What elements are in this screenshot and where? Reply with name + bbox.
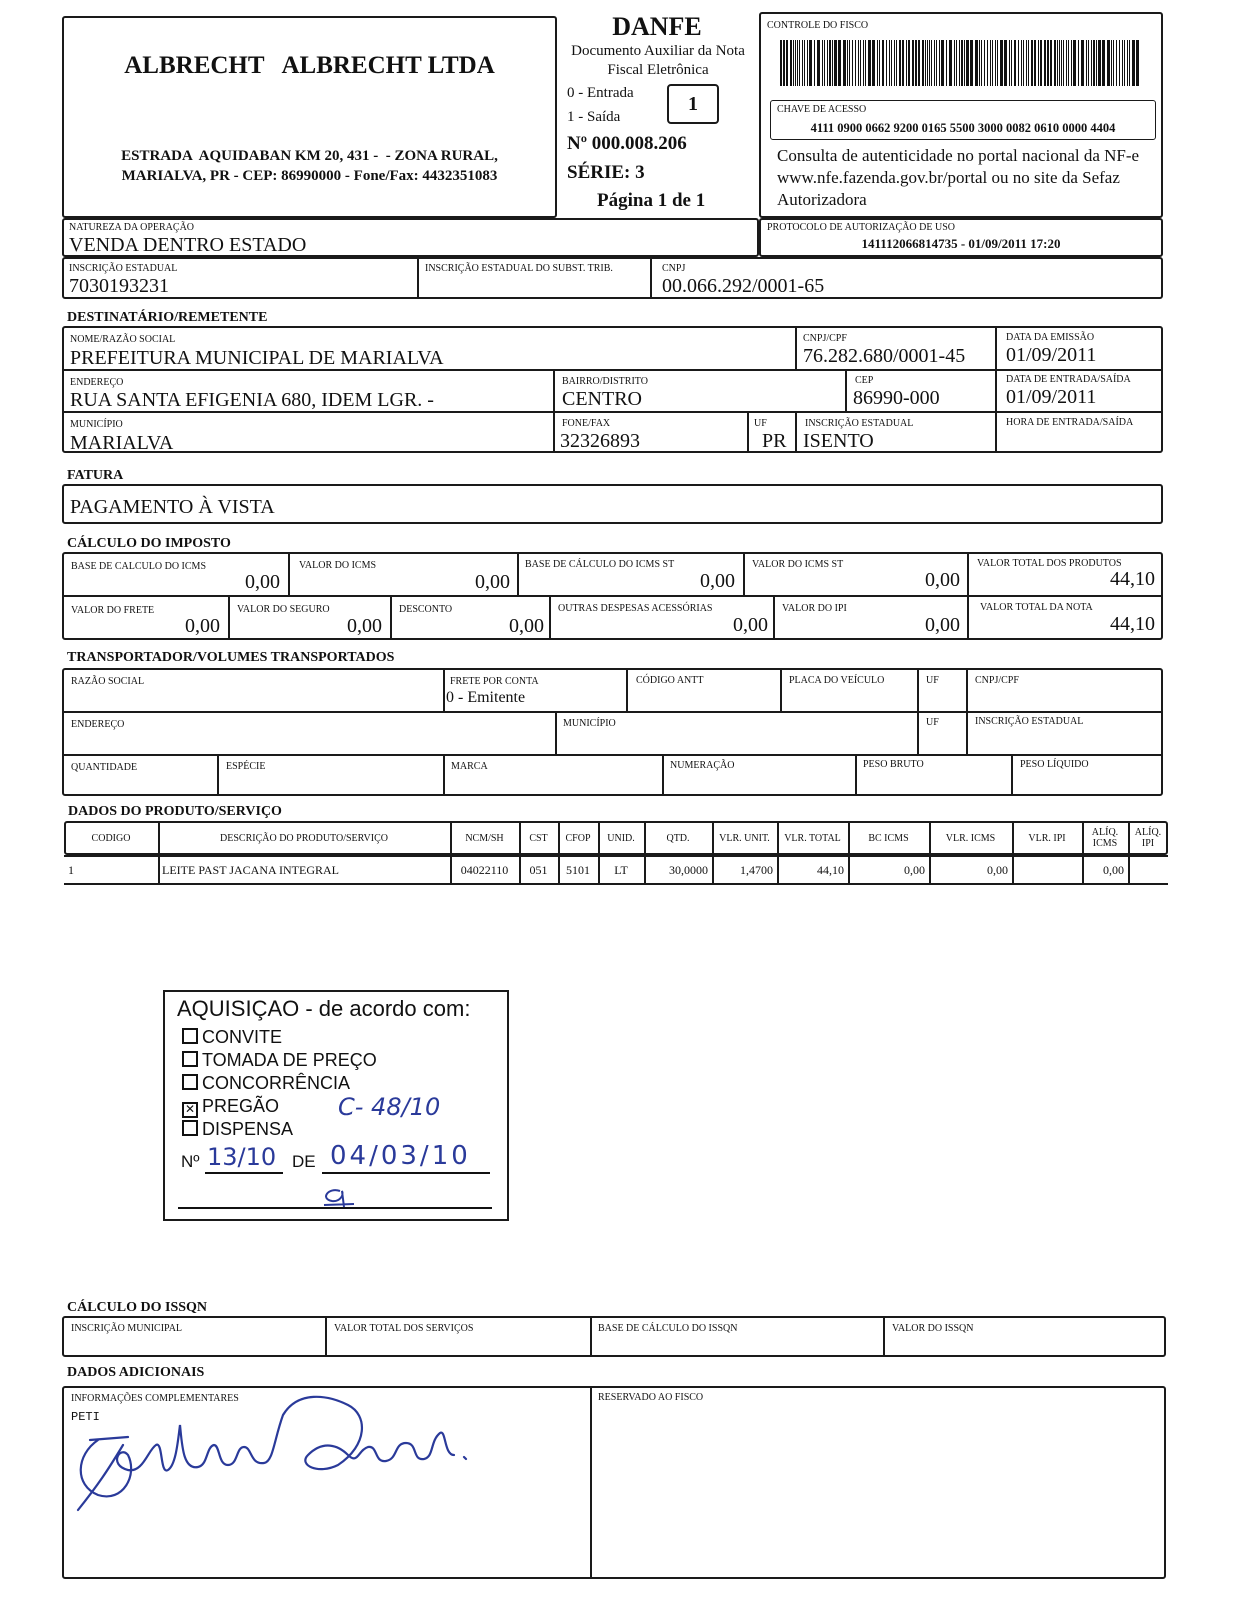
transp-ie-label: INSCRIÇÃO ESTADUAL <box>975 716 1084 727</box>
danfe-title: DANFE <box>612 12 702 41</box>
dest-uf-label: UF <box>754 418 767 429</box>
col-header-vlr-unit: VLR. UNIT. <box>719 832 770 844</box>
dest-emissao-value: 01/09/2011 <box>1006 344 1097 366</box>
transportador-section-title: TRANSPORTADOR/VOLUMES TRANSPORTADOS <box>67 650 395 665</box>
emitter-address-line1: ESTRADA AQUIDABAN KM 20, 431 - - ZONA RURAL, <box>121 148 498 164</box>
danfe-number: Nº 000.008.206 <box>567 133 687 154</box>
info-complementares-value: PETI <box>71 1410 100 1424</box>
table-row <box>64 857 1168 883</box>
danfe-saida: 1 - Saída <box>567 109 621 125</box>
stamp-de-label: DE <box>292 1152 316 1171</box>
stamp-item-convite: CONVITE <box>182 1027 282 1048</box>
danfe-series: SÉRIE: 3 <box>567 162 645 183</box>
base-st-label: BASE DE CÁLCULO DO ICMS ST <box>525 559 675 570</box>
base-st-value: 0,00 <box>700 570 735 592</box>
dest-uf-value: PR <box>762 430 787 452</box>
transp-razao-label: RAZÃO SOCIAL <box>71 676 145 687</box>
cell-vlr-icms: 0,00 <box>987 863 1008 877</box>
frete-value: 0,00 <box>185 615 220 637</box>
valor-icms-label: VALOR DO ICMS <box>299 560 377 571</box>
dest-entrada-label: DATA DE ENTRADA/SAÍDA <box>1006 374 1131 385</box>
col-header-vlr-icms: VLR. ICMS <box>945 832 996 844</box>
cell-vlr-total: 44,10 <box>817 863 844 877</box>
ie-value: 7030193231 <box>69 275 169 297</box>
stamp-item-tomada: TOMADA DE PREÇO <box>182 1050 377 1071</box>
transp-uf-label: UF <box>926 675 939 686</box>
transp-frete-value: 0 - Emitente <box>446 689 526 706</box>
ie-st-label: INSCRIÇÃO ESTADUAL DO SUBST. TRIB. <box>425 263 613 274</box>
dest-bairro-label: BAIRRO/DISTRITO <box>562 376 648 387</box>
valor-icms-value: 0,00 <box>475 571 510 593</box>
transp-placa-label: PLACA DO VEÍCULO <box>789 675 885 686</box>
seguro-value: 0,00 <box>347 615 382 637</box>
dest-hora-label: HORA DE ENTRADA/SAÍDA <box>1006 417 1134 428</box>
total-nota-value: 44,10 <box>1110 613 1155 635</box>
cell-bc-icms: 0,00 <box>904 863 925 877</box>
cell-descricao: LEITE PAST JACANA INTEGRAL <box>162 863 340 877</box>
dest-fone-value: 32326893 <box>560 430 640 452</box>
stamp-title: AQUISIÇAO - de acordo com: <box>177 996 471 1021</box>
dest-ie-value: ISENTO <box>803 430 874 452</box>
outras-label: OUTRAS DESPESAS ACESSÓRIAS <box>558 603 713 614</box>
col-header-codigo: CODIGO <box>91 832 131 844</box>
cell-aliq-icms: 0,00 <box>1103 863 1124 877</box>
consulta-text: Consulta de autenticidade no portal nacional da NF-e www.nfe.fazenda.gov.br/portal ou no site da Sefaz Autorizadora <box>777 146 1140 209</box>
destinatario-section-title: DESTINATÁRIO/REMETENTE <box>67 310 268 325</box>
dest-emissao-label: DATA DA EMISSÃO <box>1006 332 1095 343</box>
issqn-servicos-label: VALOR TOTAL DOS SERVIÇOS <box>334 1323 474 1334</box>
outras-value: 0,00 <box>733 614 768 636</box>
total-nota-label: VALOR TOTAL DA NOTA <box>980 602 1093 613</box>
frete-label: VALOR DO FRETE <box>71 605 155 616</box>
ipi-value: 0,00 <box>925 614 960 636</box>
dest-cnpj-value: 76.282.680/0001-45 <box>803 345 966 367</box>
cnpj-label: CNPJ <box>662 263 686 274</box>
issqn-base-label: BASE DE CÁLCULO DO ISSQN <box>598 1323 738 1334</box>
stamp-numero-value: 13/10 <box>207 1143 277 1171</box>
transp-peso-bruto-label: PESO BRUTO <box>863 759 924 770</box>
col-header-ncm: NCM/SH <box>465 832 504 844</box>
barcode <box>780 40 1145 86</box>
protocolo-value: 141112066814735 - 01/09/2011 17:20 <box>861 236 1061 251</box>
transp-cnpj-label: CNPJ/CPF <box>975 675 1019 686</box>
dest-nome-label: NOME/RAZÃO SOCIAL <box>70 334 176 345</box>
checked-box-icon: ✕ <box>182 1102 198 1118</box>
emitter-address-line2: MARIALVA, PR - CEP: 86990000 - Fone/Fax: 4432351083 <box>121 168 498 184</box>
dest-nome-value: PREFEITURA MUNICIPAL DE MARIALVA <box>70 347 444 369</box>
dest-cep-label: CEP <box>855 375 874 386</box>
col-header-qtd: QTD. <box>666 832 690 844</box>
issqn-valor-label: VALOR DO ISSQN <box>892 1323 974 1334</box>
chave-label: CHAVE DE ACESSO <box>777 104 867 115</box>
cell-unid: LT <box>614 863 628 877</box>
dest-municipio-label: MUNICÍPIO <box>70 419 123 430</box>
dest-endereco-label: ENDEREÇO <box>70 377 124 388</box>
col-header-aliq-icms: ALÍQ. ICMS <box>1091 827 1119 849</box>
handwritten-signature <box>68 1385 488 1520</box>
info-complementares-label: INFORMAÇÕES COMPLEMENTARES <box>71 1393 239 1404</box>
emitter-box <box>62 16 557 218</box>
col-header-aliq-ipi: ALÍQ. IPI <box>1134 827 1162 849</box>
stamp-item-dispensa: DISPENSA <box>182 1119 293 1140</box>
produtos-table <box>64 821 1168 885</box>
danfe-entrada: 0 - Entrada <box>567 85 634 101</box>
dest-fone-label: FONE/FAX <box>562 418 611 429</box>
chave-value: 4111 0900 0662 9200 0165 5500 3000 0082 0610 0000 4404 <box>810 121 1116 135</box>
emitter-name: ALBRECHT ALBRECHT LTDA <box>124 52 495 79</box>
total-prod-label: VALOR TOTAL DOS PRODUTOS <box>977 558 1122 569</box>
transp-numeracao-label: NUMERAÇÃO <box>670 760 735 771</box>
reservado-fisco-label: RESERVADO AO FISCO <box>598 1392 704 1403</box>
transp-frete-label: FRETE POR CONTA <box>450 676 539 687</box>
transportador-box <box>62 668 1163 796</box>
danfe-subtitle: Documento Auxiliar da Nota Fiscal Eletrônica <box>571 43 745 78</box>
total-prod-value: 44,10 <box>1110 568 1155 590</box>
desconto-value: 0,00 <box>509 615 544 637</box>
stamp-handwritten-note: C- 48/10 <box>338 1093 441 1121</box>
protocolo-label: PROTOCOLO DE AUTORIZAÇÃO DE USO <box>767 222 955 233</box>
col-header-vlr-total: VLR. TOTAL <box>784 832 841 844</box>
dest-cnpj-label: CNPJ/CPF <box>803 333 847 344</box>
desconto-label: DESCONTO <box>399 604 453 615</box>
issqn-inscricao-label: INSCRIÇÃO MUNICIPAL <box>71 1323 183 1334</box>
ie-label: INSCRIÇÃO ESTADUAL <box>69 263 178 274</box>
issqn-section-title: CÁLCULO DO ISSQN <box>67 1300 208 1315</box>
cell-vlr-unit: 1,4700 <box>740 863 773 877</box>
cell-qtd: 30,0000 <box>669 863 708 877</box>
col-header-descricao: DESCRIÇÃO DO PRODUTO/SERVIÇO <box>220 832 388 844</box>
cell-cst: 051 <box>529 863 548 877</box>
fatura-section-title: FATURA <box>67 468 124 483</box>
col-header-cst: CST <box>529 832 548 844</box>
cnpj-value: 00.066.292/0001-65 <box>662 275 825 297</box>
danfe-type-box: 1 <box>667 84 719 124</box>
seguro-label: VALOR DO SEGURO <box>237 604 330 615</box>
dest-cep-value: 86990-000 <box>853 387 940 409</box>
cell-ncm: 04022110 <box>460 863 509 877</box>
col-header-cfop: CFOP <box>565 832 591 844</box>
danfe-page: Página 1 de 1 <box>597 190 706 211</box>
stamp-item-pregao: ✕ PREGÃO <box>182 1096 279 1118</box>
base-icms-value: 0,00 <box>245 571 280 593</box>
dest-endereco-value: RUA SANTA EFIGENIA 680, IDEM LGR. - <box>70 389 434 411</box>
transp-quantidade-label: QUANTIDADE <box>71 762 138 773</box>
controle-fisco-label: CONTROLE DO FISCO <box>767 20 869 31</box>
stamp-data-value: 04/03/10 <box>330 1141 471 1171</box>
col-header-vlr-ipi: VLR. IPI <box>1028 832 1066 844</box>
dest-entrada-value: 01/09/2011 <box>1006 386 1097 408</box>
transp-peso-liquido-label: PESO LÍQUIDO <box>1020 759 1089 770</box>
transp-uf2-label: UF <box>926 717 939 728</box>
ipi-label: VALOR DO IPI <box>782 603 847 614</box>
dest-municipio-value: MARIALVA <box>70 432 174 454</box>
fatura-value: PAGAMENTO À VISTA <box>70 496 275 518</box>
valor-st-value: 0,00 <box>925 569 960 591</box>
natureza-label: NATUREZA DA OPERAÇÃO <box>69 222 195 233</box>
dest-bairro-value: CENTRO <box>562 388 642 410</box>
transp-antt-label: CÓDIGO ANTT <box>636 675 704 686</box>
produtos-section-title: DADOS DO PRODUTO/SERVIÇO <box>68 804 282 819</box>
natureza-value: VENDA DENTRO ESTADO <box>69 234 307 256</box>
stamp-numero-prefix: Nº <box>181 1152 200 1171</box>
transp-marca-label: MARCA <box>451 761 488 772</box>
cell-cfop: 5101 <box>566 863 590 877</box>
imposto-section-title: CÁLCULO DO IMPOSTO <box>67 536 231 551</box>
stamp-initial-mark <box>310 1185 360 1213</box>
cell-codigo: 1 <box>68 863 74 877</box>
stamp-item-concorrencia: CONCORRÊNCIA <box>182 1073 350 1094</box>
valor-st-label: VALOR DO ICMS ST <box>752 559 844 570</box>
adicionais-section-title: DADOS ADICIONAIS <box>67 1365 205 1380</box>
transp-especie-label: ESPÉCIE <box>226 761 266 772</box>
transp-municipio-label: MUNICÍPIO <box>563 718 616 729</box>
base-icms-label: BASE DE CALCULO DO ICMS <box>71 561 207 572</box>
col-header-bc-icms: BC ICMS <box>868 832 909 844</box>
dest-ie-label: INSCRIÇÃO ESTADUAL <box>805 418 914 429</box>
transp-endereco-label: ENDEREÇO <box>71 719 125 730</box>
col-header-unid: UNID. <box>607 832 635 844</box>
